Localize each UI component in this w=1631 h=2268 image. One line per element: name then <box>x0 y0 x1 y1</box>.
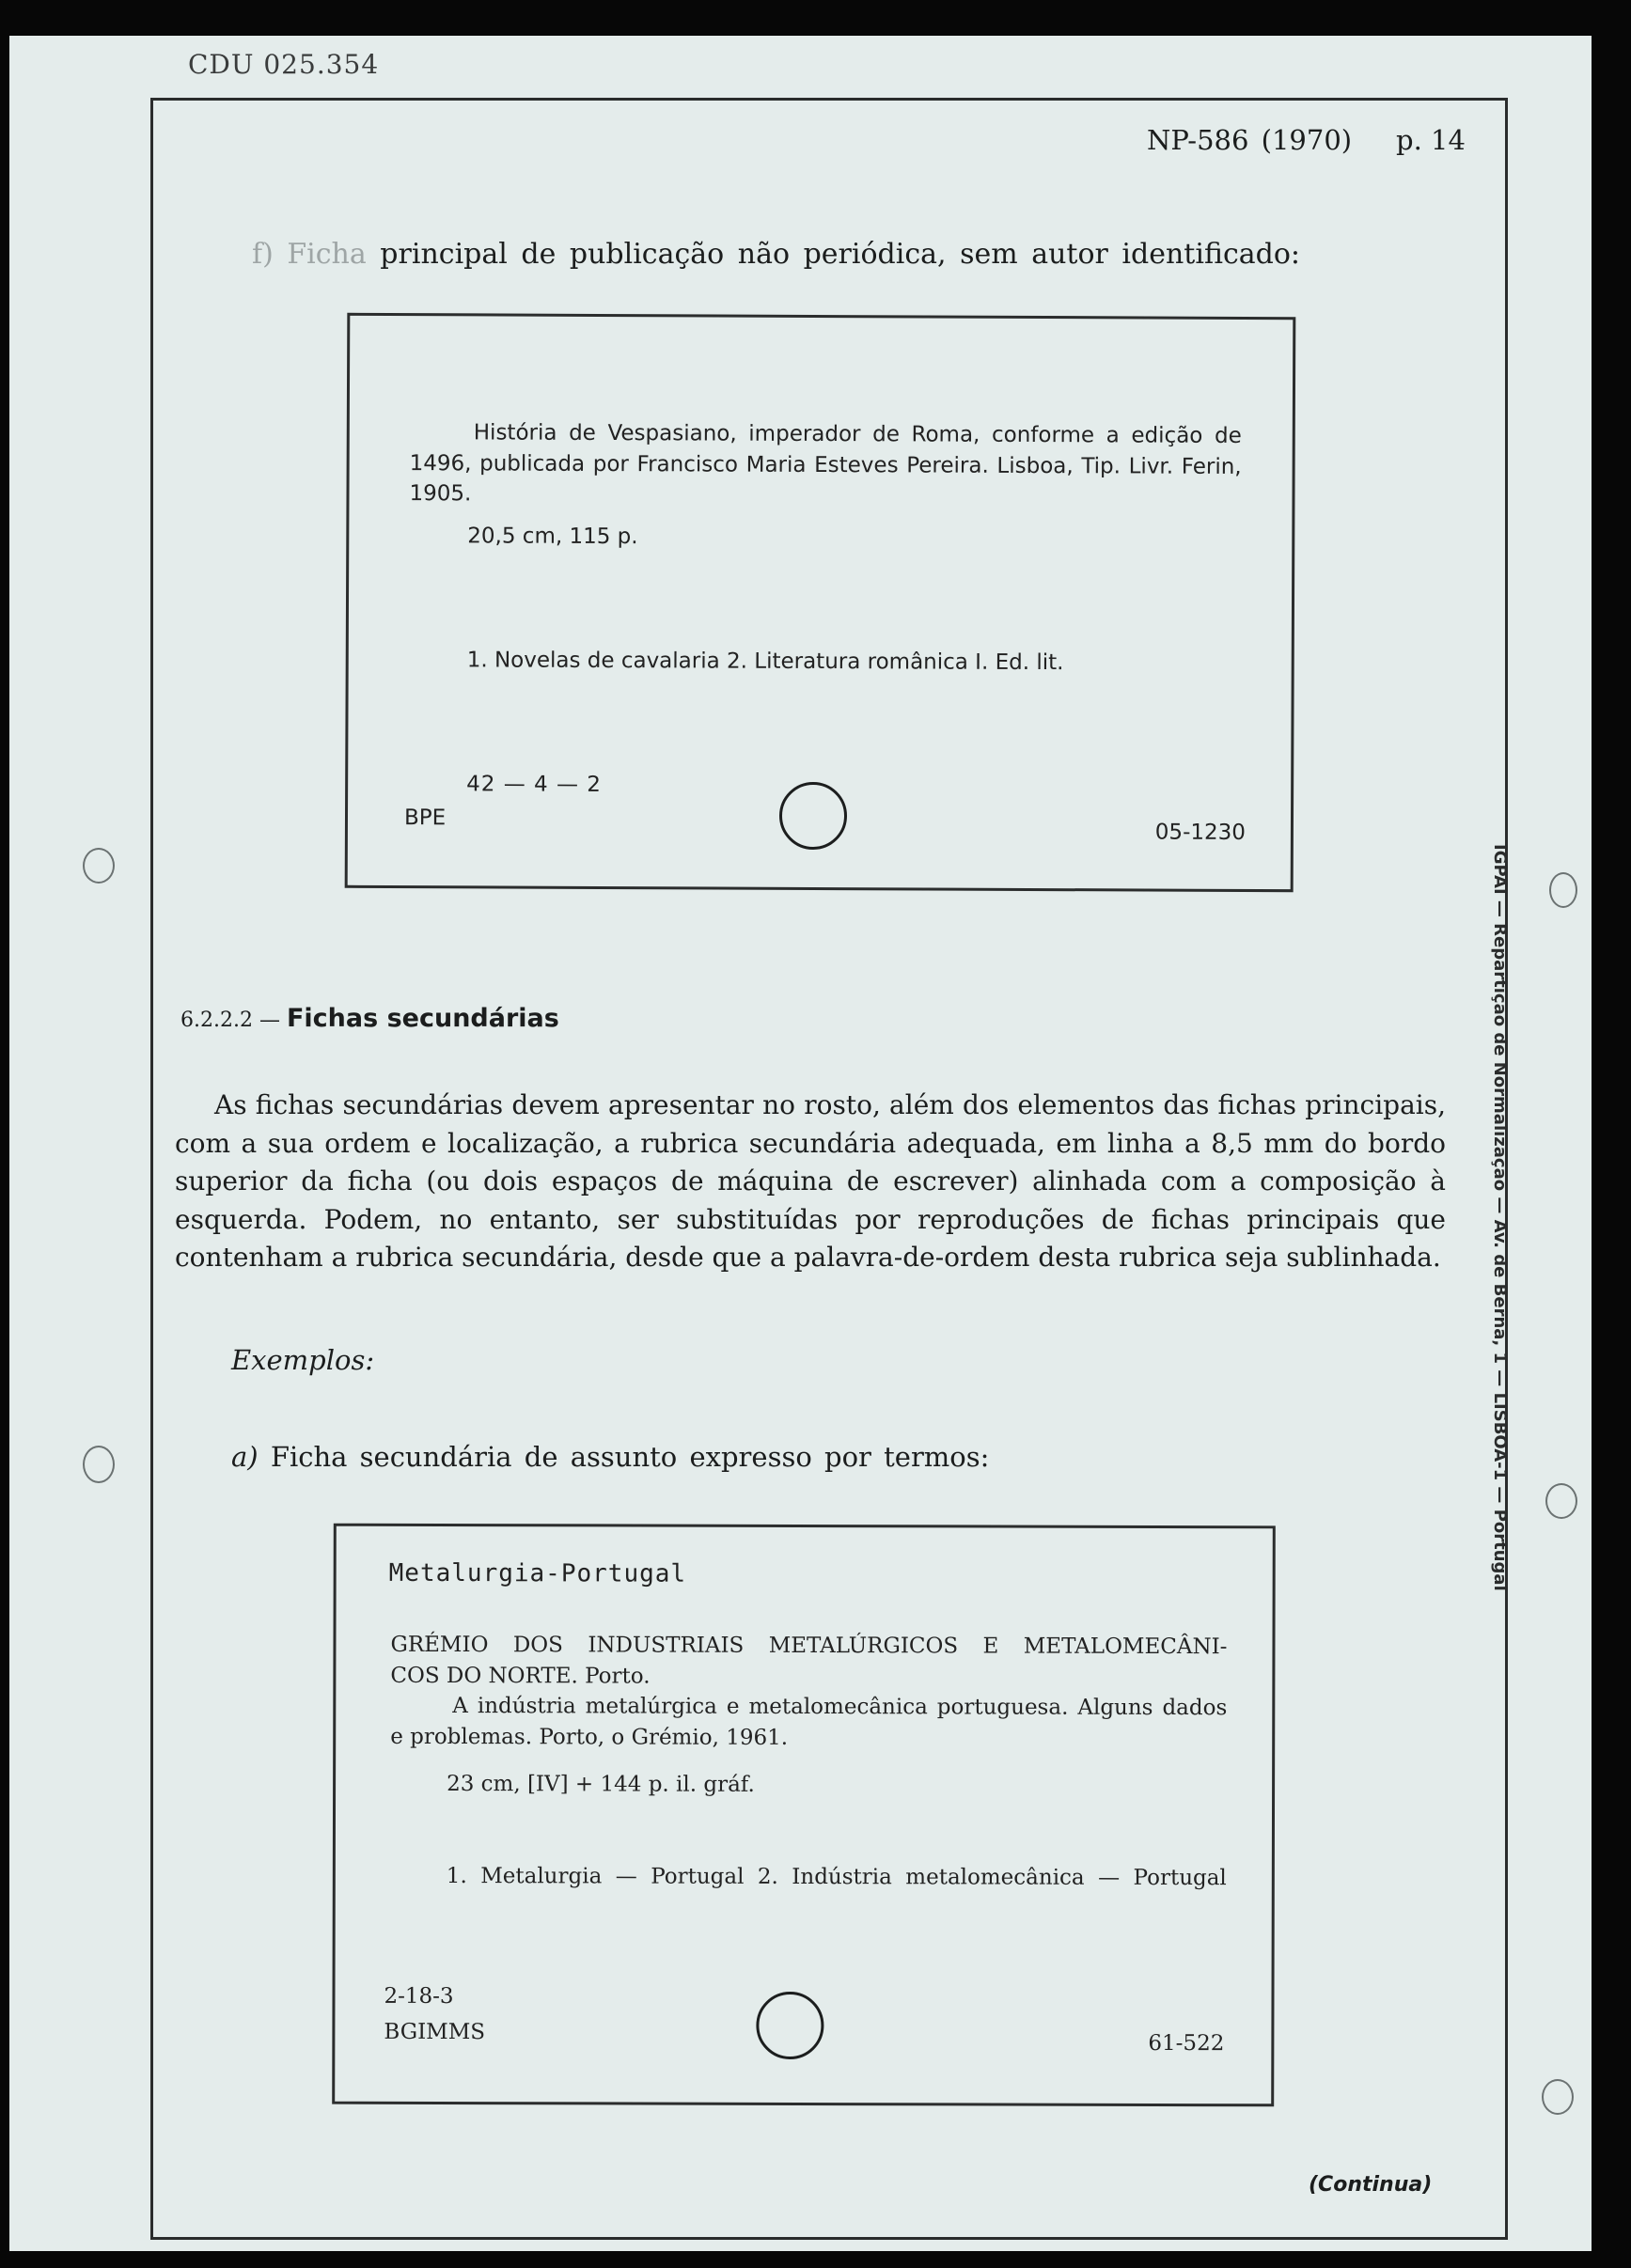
card2-collation: 23 cm, [IV] + 144 p. il. gráf. <box>447 1772 755 1797</box>
example-a-line <box>231 1441 989 1473</box>
punch-hole-right-middle <box>1545 1483 1577 1519</box>
card2-line4: e problemas. Porto, o Grémio, 1961. <box>390 1724 789 1750</box>
card1-library: BPE <box>403 806 447 831</box>
cdu-code: CDU 025.354 <box>188 49 380 80</box>
punch-hole-right-lower <box>1542 2079 1574 2115</box>
scan-edge-bottom <box>0 2251 1631 2268</box>
card2-subjects: 1. Metalurgia — Portugal 2. Indústria metalomecânica — Portugal <box>446 1864 1227 1891</box>
punch-hole-right-upper <box>1549 872 1577 908</box>
card1-hole-icon <box>779 782 847 850</box>
scan-edge-right <box>1592 0 1631 2268</box>
section-title: Fichas secundárias <box>286 1004 559 1033</box>
card2-description <box>390 1630 1227 1755</box>
card1-subjects: 1. Novelas de cavalaria 2. Literatura românica I. Ed. lit. <box>466 648 1064 676</box>
card2-library: BGIMMS <box>384 2019 486 2045</box>
section-number: 6.2.2.2 — <box>180 1009 287 1032</box>
page-number: p. 14 <box>1396 124 1466 156</box>
example-a-letter: a) <box>231 1441 259 1473</box>
frame-top-line <box>152 98 1508 101</box>
frame-bottom-line <box>150 2237 1508 2240</box>
card1-collation: 20,5 cm, 115 p. <box>467 524 638 550</box>
card2-line1: GRÉMIO DOS INDUSTRIAIS METALÚRGICOS E METALOMECÂNI- <box>390 1632 1228 1660</box>
card2-line3: A indústria metalúrgica e metalomecânica portuguesa. Alguns dados <box>452 1694 1228 1721</box>
card2-call-number: 2-18-3 <box>384 1983 454 2010</box>
scan-edge-top <box>0 0 1631 36</box>
card2-hole-icon <box>756 1992 823 2059</box>
card1-call-number: 42 — 4 — 2 <box>466 772 602 797</box>
body-paragraph: As fichas secundárias devem apresentar no rosto, além dos elementos das fichas principais, com a sua ordem e localização, a rubrica secundária adequada, em linha a 8,5 mm do bordo superior da ficha (ou dois espaços de máquina de escrever) alinhada com a composição à esquerda. Podem, no entanto, ser substituídas por reproduções de fichas principais que contenham a rubrica secundária, desde que a palavra-de-ordem desta rubrica seja sublinhada. <box>175 1089 1446 1274</box>
catalog-card-principal <box>345 313 1296 892</box>
card2-line2: COS DO NORTE. Porto. <box>390 1663 651 1689</box>
examples-label: Exemplos: <box>231 1344 375 1376</box>
card1-card-number: 05-1230 <box>1154 820 1246 845</box>
scan-edge-left <box>0 0 9 2268</box>
card2-card-number: 61-522 <box>1148 2030 1225 2057</box>
card2-heading: Metalurgia-Portugal <box>388 1558 687 1588</box>
intro-text: principal de publicação não periódica, sem autor identificado: <box>366 238 1301 271</box>
catalog-card-secondary <box>332 1524 1276 2107</box>
section-heading <box>180 1004 559 1033</box>
intro-faded-prefix: f) Ficha <box>252 238 367 271</box>
intro-line <box>252 238 1300 271</box>
punch-hole-left-upper <box>83 848 115 884</box>
frame-left-line <box>150 98 153 2239</box>
punch-hole-left-lower <box>83 1446 115 1483</box>
continua-note: (Continua) <box>1309 2173 1433 2197</box>
publisher-side-text: IGPAI — Repartição de Normalização — Av. de Berna, 1 — LISBOA-1 — Portugal <box>1490 844 1510 1591</box>
example-a-text: Ficha secundária de assunto expresso por termos: <box>258 1441 990 1473</box>
standard-reference: NP-586 (1970) <box>1147 124 1353 156</box>
card1-description: História de Vespasiano, imperador de Roma, conforme a edição de 1496, publicada por Francisco Maria Esteves Pereira. Lisboa, Tip. Livr. Ferin, 1905. <box>409 420 1242 507</box>
